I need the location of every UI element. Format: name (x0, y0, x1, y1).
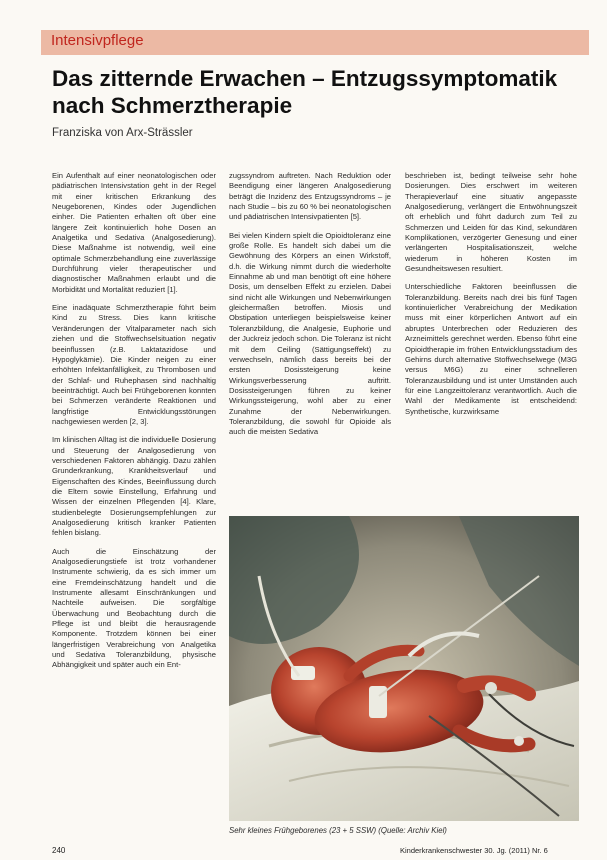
figure-caption: Sehr kleines Frühgeborenes (23 + 5 SSW) (Quelle: Archiv Kiel) (229, 826, 447, 835)
page-number: 240 (52, 846, 66, 855)
article-title: Das zitternde Erwachen – Entzugssymptomatik nach Schmerztherapie (52, 66, 558, 118)
paragraph: Bei vielen Kindern spielt die Opioidtoleranz eine große Rolle. Es handelt sich dabei um die Gewöhnung des Körpers an einen Wirkstoff, d.h. die Wirkung nimmt durch die wiederholte Einnahme ab und man benötigt oft eine höhere Dosis, um denselben Effekt zu erzielen. Dabei sind nicht alle Wirkungen und Nebenwirkungen gleichermaßen betroffen. Miosis und Obstipation unterliegen beispielsweise keiner Toleranzbildung, die Analgesie, Euphorie und der Juckreiz jedoch schon. Die Toleranz ist nicht mit dem Ceiling (Sättigungseffekt) zu verwechseln, nämlich dass bereits bei der ersten Dosissteigerung keine Wirkungsverbesserung auftritt. Dosissteigerungen führen zu keiner Wirkungssteigerung, wohl aber zu einer Zunahme der Nebenwirkungen. Toleranzbildung, die sowohl für Opioide als auch die meisten Sedativa (229, 230, 391, 437)
paragraph: Ein Aufenthalt auf einer neonatologischen oder pädiatrischen Intensivstation geht in der Regel mit einer kritischen Erkrankung des Neugeborenen, Kindes oder Jugendlichen einher. Die Patienten erhalten oft über eine längere Zeit kontinuierlich hohe Dosen an Analgetika und Sedativa (Analgosedierung). Diese Maßnahme ist notwendig, weil eine optimale Schmerzbehandlung eine zuverlässige Durchführung vieler therapeutischer und diagnostischer Maßnahmen erlaubt und die Morbidität und Mortalität reduziert [1]. (52, 171, 216, 294)
section-label: Intensivpflege (51, 32, 144, 49)
paragraph: Eine inadäquate Schmerztherapie führt beim Kind zu Stress. Dies kann kritische Veränderungen der Vitalparameter nach sich ziehen und die Stoffwechselsituation negativ beeinflussen (z.B. Laktatazidose und Hypoglykämie). Die Kinder neigen zu einer erhöhten Infektanfälligkeit, zu Thrombosen und der Schlaf- und Ruhephasen sind nachhaltig beeinträchtigt. Auch bei Frühgeborenen konnten bei Schmerzen veränderte Reaktionen und langfristige Entwicklungsstörungen nachgewiesen werden [2, 3]. (52, 303, 216, 426)
text-column-3 (405, 171, 577, 425)
text-column-1 (52, 171, 216, 679)
paragraph: beschrieben ist, bedingt teilweise sehr hohe Dosierungen. Dies erschwert im weiteren Therapieverlauf eine situativ angepasste Analgosedierung, verlängert die Entwöhnungszeit oft erheblich und führt dadurch zum Teil zu Schmerzen und Leiden für das Kind, sekundären Komplikationen, verzögerter Genesung und einer verlängerten Hospitalisationszeit, welche wiederum in höheren Kosten im Gesundheitswesen resultiert. (405, 171, 577, 274)
section-header-bar (41, 30, 589, 55)
journal-footer: Kinderkrankenschwester 30. Jg. (2011) Nr. 6 (400, 846, 548, 855)
premature-infant-photo (229, 516, 579, 821)
photo-illustration (229, 516, 579, 821)
paragraph: zugssyndrom auftreten. Nach Reduktion oder Beendigung einer längeren Analgosedierung beträgt die Inzidenz des Entzugssyndroms – je nach Studie – bis zu 60 % bei neonatologischen und pädiatrischen Intensivpatienten [5]. (229, 171, 391, 222)
text-column-2 (229, 171, 391, 446)
paragraph: Auch die Einschätzung der Analgosedierungstiefe ist trotz vorhandener Instrumente schwierig, da es sich immer um eine Fremdeinschätzung handelt und die Instrumente allesamt Einschränkungen und Nachteile aufweisen. Die sorgfältige Überwachung und Beobachtung durch die Pflege ist und bleibt die herausragende Komponente. Trotzdem können bei einer längerfristigen Verabreichung von Analgetika und Sedativa Toleranzbildung, physische Abhängigkeit und später auch ein Ent- (52, 546, 216, 670)
paragraph: Im klinischen Alltag ist die individuelle Dosierung und Steuerung der Analgosedierung von verschiedenen Faktoren abhängig. Dazu zählen Grunderkrankung, Krankheitsverlauf und Eigenschaften des Kindes, Beeinflussung durch die Eltern sowie Einstellung, Erfahrung und Wissen der einzelnen Pflegenden [4]. Klare, studienbelegte Dosierungsempfehlungen zur Analgosedierung kritisch kranker Patienten fehlen bislang. (52, 435, 216, 538)
paragraph: Unterschiedliche Faktoren beeinflussen die Toleranzbildung. Bereits nach drei bis fünf Tagen kontinuierlicher Verabreichung der Medikation muss mit einer körperlichen Antwort auf ein abruptes Unterbrechen oder Reduzieren des Arzneimittels gerechnet werden. Ebenso führt eine Opioidtherapie im frühen Entwicklungsstadium des Gehirns durch alternative Stoffwechselwege (M3G versus M6G) zu einer schnelleren Toleranzausbildung und ist unter Umständen auch für eine Langzeittoleranz verantwortlich. Auch die Wahl der Medikamente ist entscheidend: Synthetische, kurzwirksame (405, 282, 577, 416)
article-author: Franziska von Arx-Strässler (52, 127, 193, 139)
